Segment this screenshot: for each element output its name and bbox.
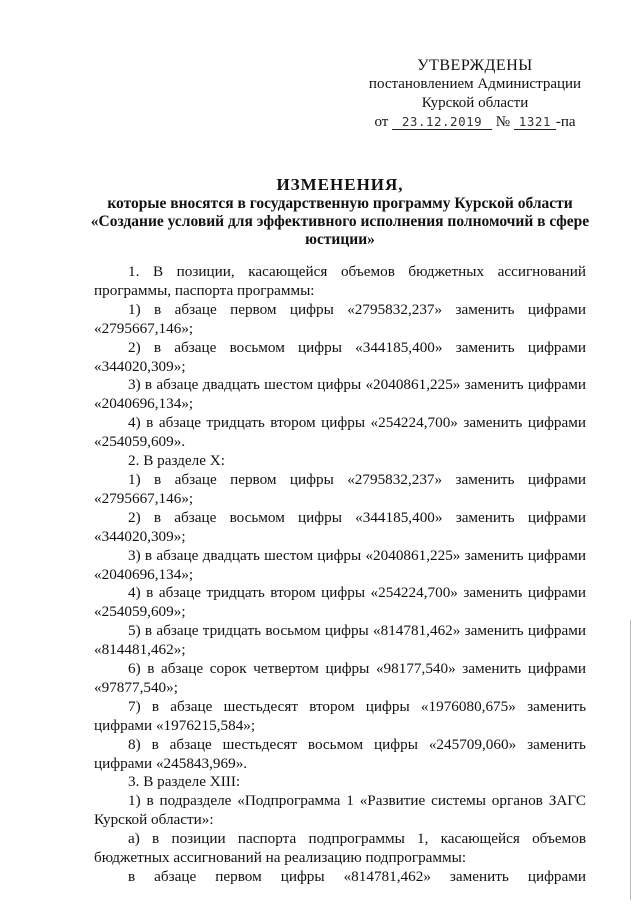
- document-body: [94, 263, 586, 887]
- paragraph: 2) в абзаце восьмом цифры «344185,400» заменить цифрами «344020,309»;: [94, 508, 586, 545]
- approval-stamp: [360, 56, 590, 132]
- paragraph: а) в позиции паспорта подпрограммы 1, касающейся объемов бюджетных ассигнований на реализацию подпрограммы:: [94, 830, 586, 867]
- paragraph: 3. В разделе XIII:: [128, 773, 241, 791]
- paragraph: 3) в абзаце двадцать шестом цифры «2040861,225» заменить цифрами «2040696,134»;: [94, 376, 586, 413]
- paragraph: 1) в абзаце первом цифры «2795832,237» заменить цифрами «2795667,146»;: [94, 300, 586, 337]
- handwritten-date: 23.12.2019: [392, 114, 492, 130]
- paragraph: 5) в абзаце тридцать восьмом цифры «814781,462» заменить цифрами «814481,462»;: [94, 622, 586, 659]
- paragraph: 1) в абзаце первом цифры «2795832,237» заменить цифрами «2795667,146»;: [94, 470, 586, 507]
- document-heading: [80, 176, 600, 249]
- paragraph: 3) в абзаце двадцать шестом цифры «2040861,225» заменить цифрами «2040696,134»;: [94, 546, 586, 583]
- heading-line-2: «Создание условий для эффективного исполнения полномочий в сфере юстиции»: [90, 213, 590, 248]
- paragraph: 1) в подразделе «Подпрограмма 1 «Развитие системы органов ЗАГС Курской области»:: [94, 792, 586, 829]
- paragraph: 1. В позиции, касающейся объемов бюджетных ассигнований программы, паспорта программы:: [94, 263, 586, 299]
- paragraph: 2) в абзаце восьмом цифры «344185,400» заменить цифрами «344020,309»;: [94, 338, 586, 375]
- date-prefix: от: [374, 114, 389, 130]
- approval-line-1: постановлением Администрации: [368, 76, 582, 92]
- number-prefix: №: [495, 114, 511, 130]
- paragraph: 4) в абзаце тридцать втором цифры «254224,700» заменить цифрами «254059,609»;: [94, 584, 586, 621]
- heading-main: ИЗМЕНЕНИЯ,: [276, 175, 404, 194]
- approval-title: УТВЕРЖДЕНЫ: [417, 57, 533, 74]
- heading-line-1: которые вносятся в государственную программу Курской области: [107, 195, 573, 212]
- number-suffix: -па: [555, 114, 576, 130]
- paragraph: 2. В разделе X:: [128, 452, 225, 470]
- handwritten-number: 1321: [514, 114, 556, 130]
- paragraph: 8) в абзаце шестьдесят восьмом цифры «245709,060» заменить цифрами «245843,969».: [94, 735, 586, 772]
- approval-line-2: Курской области: [421, 95, 529, 111]
- paragraph: 7) в абзаце шестьдесят втором цифры «1976080,675» заменить цифрами «1976215,584»;: [94, 697, 586, 734]
- paragraph: в абзаце первом цифры «814781,462» заменить цифрами: [128, 868, 586, 885]
- scan-edge-line: [630, 620, 631, 900]
- paragraph: 4) в абзаце тридцать втором цифры «254224,700» заменить цифрами «254059,609».: [94, 414, 586, 451]
- approval-date-line: [360, 113, 590, 132]
- paragraph: 6) в абзаце сорок четвертом цифры «98177,540» заменить цифрами «97877,540»;: [94, 660, 586, 696]
